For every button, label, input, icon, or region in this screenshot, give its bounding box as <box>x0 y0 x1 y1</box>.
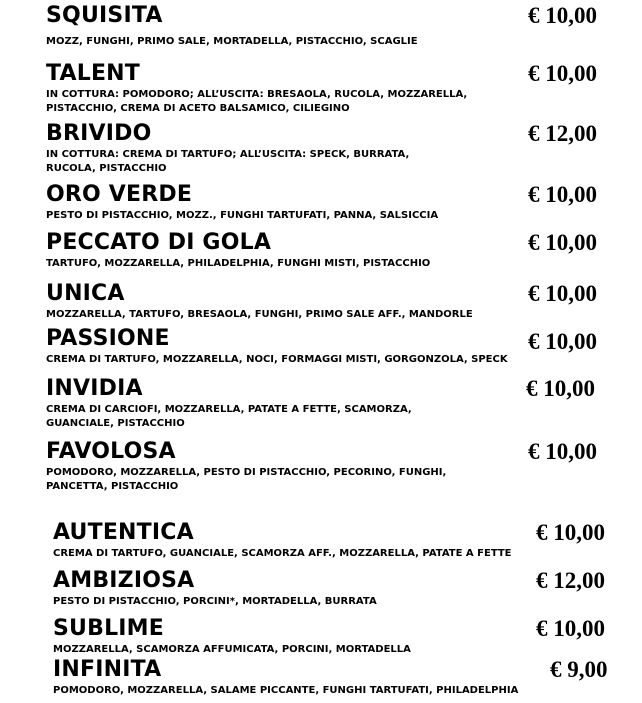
item-name: FAVOLOSA <box>46 439 176 464</box>
item-price <box>536 569 605 593</box>
description-line: PANCETTA, PISTACCHIO <box>46 481 179 492</box>
item-description <box>46 209 438 223</box>
item-name: TALENT <box>46 61 140 86</box>
item-price <box>550 658 608 682</box>
item-description <box>46 88 467 116</box>
currency-symbol: € <box>528 121 540 146</box>
currency-symbol: € <box>528 281 540 306</box>
description-line: PESTO DI PISTACCHIO, MOZZ., FUNGHI TARTUFATI, PANNA, SALSICCIA <box>46 210 439 221</box>
price-value: 10,00 <box>543 376 595 401</box>
item-name: PASSIONE <box>46 326 170 351</box>
description-line: GUANCIALE, PISTACCHIO <box>46 418 185 429</box>
currency-symbol: € <box>526 376 538 401</box>
item-price <box>528 122 597 146</box>
price-value: 9,00 <box>567 657 608 682</box>
item-description <box>46 466 446 494</box>
item-name: INFINITA <box>53 657 162 682</box>
currency-symbol: € <box>536 616 548 641</box>
price-value: 12,00 <box>545 121 597 146</box>
item-price <box>528 62 597 86</box>
currency-symbol: € <box>528 329 540 354</box>
item-name: AMBIZIOSA <box>53 568 195 593</box>
item-price <box>528 183 597 207</box>
item-description <box>53 547 512 561</box>
item-name: AUTENTICA <box>53 520 194 545</box>
item-name: ORO VERDE <box>46 182 193 207</box>
item-price <box>536 617 605 641</box>
item-description <box>53 684 518 698</box>
currency-symbol: € <box>528 230 540 255</box>
item-name: PECCATO DI GOLA <box>46 230 272 255</box>
item-description <box>53 643 411 657</box>
description-line: PESTO DI PISTACCHIO, PORCINI*, MORTADELLA, BURRATA <box>53 596 377 607</box>
item-name: SUBLIME <box>53 616 165 641</box>
price-value: 10,00 <box>545 329 597 354</box>
description-line: POMODORO, MOZZARELLA, SALAME PICCANTE, FUNGHI TARTUFATI, PHILADELPHIA <box>53 685 519 696</box>
item-description <box>46 403 412 431</box>
item-price <box>526 377 595 401</box>
price-value: 10,00 <box>545 230 597 255</box>
price-value: 10,00 <box>553 520 605 545</box>
price-value: 10,00 <box>545 61 597 86</box>
item-description <box>46 308 473 322</box>
item-price <box>536 521 605 545</box>
description-line: IN COTTURA: CREMA DI TARTUFO; ALL’USCITA: SPECK, BURRATA, <box>46 149 410 160</box>
price-value: 10,00 <box>545 439 597 464</box>
price-value: 12,00 <box>553 568 605 593</box>
description-line: POMODORO, MOZZARELLA, PESTO DI PISTACCHIO, PECORINO, FUNGHI, <box>46 467 447 478</box>
item-name: BRIVIDO <box>46 121 152 146</box>
price-value: 10,00 <box>545 3 597 28</box>
price-value: 10,00 <box>545 182 597 207</box>
currency-symbol: € <box>528 182 540 207</box>
item-price <box>528 282 597 306</box>
item-description <box>53 595 377 609</box>
item-description <box>46 353 508 367</box>
description-line: MOZZARELLA, TARTUFO, BRESAOLA, FUNGHI, PRIMO SALE AFF., MANDORLE <box>46 309 473 320</box>
currency-symbol: € <box>536 520 548 545</box>
item-description <box>46 148 409 176</box>
description-line: PISTACCHIO, CREMA DI ACETO BALSAMICO, CILIEGINO <box>46 103 350 114</box>
item-description <box>46 35 418 49</box>
item-description <box>46 257 430 271</box>
currency-symbol: € <box>550 657 562 682</box>
description-line: RUCOLA, PISTACCHIO <box>46 163 167 174</box>
description-line: TARTUFO, MOZZARELLA, PHILADELPHIA, FUNGHI MISTI, PISTACCHIO <box>46 258 431 269</box>
item-price <box>528 440 597 464</box>
item-price <box>528 231 597 255</box>
description-line: MOZZARELLA, SCAMORZA AFFUMICATA, PORCINI, MORTADELLA <box>53 644 411 655</box>
item-price <box>528 330 597 354</box>
description-line: CREMA DI TARTUFO, GUANCIALE, SCAMORZA AFF., MOZZARELLA, PATATE A FETTE <box>53 548 512 559</box>
description-line: IN COTTURA: POMODORO; ALL’USCITA: BRESAOLA, RUCOLA, MOZZARELLA, <box>46 89 468 100</box>
price-value: 10,00 <box>553 616 605 641</box>
currency-symbol: € <box>528 439 540 464</box>
currency-symbol: € <box>528 3 540 28</box>
description-line: MOZZ, FUNGHI, PRIMO SALE, MORTADELLA, PISTACCHIO, SCAGLIE <box>46 36 418 47</box>
price-value: 10,00 <box>545 281 597 306</box>
description-line: CREMA DI CARCIOFI, MOZZARELLA, PATATE A FETTE, SCAMORZA, <box>46 404 412 415</box>
item-name: SQUISITA <box>46 3 163 28</box>
item-name: INVIDIA <box>46 376 143 401</box>
item-name: UNICA <box>46 281 125 306</box>
currency-symbol: € <box>536 568 548 593</box>
currency-symbol: € <box>528 61 540 86</box>
item-price <box>528 4 597 28</box>
description-line: CREMA DI TARTUFO, MOZZARELLA, NOCI, FORMAGGI MISTI, GORGONZOLA, SPECK <box>46 354 508 365</box>
